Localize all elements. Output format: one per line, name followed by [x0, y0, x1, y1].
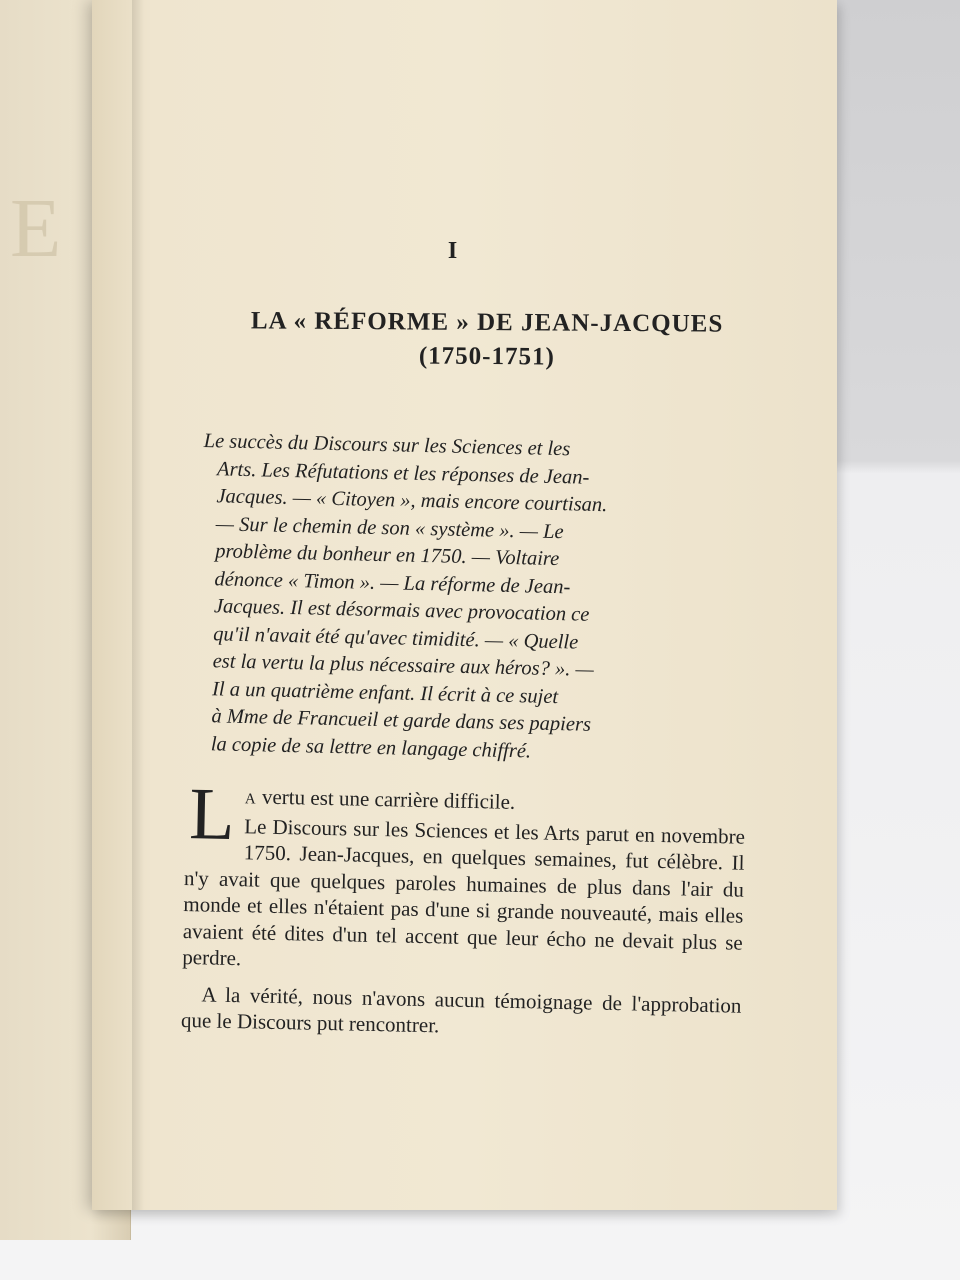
- small-cap: A: [244, 791, 257, 808]
- chapter-summary: [197, 428, 752, 770]
- page-gutter-shadow: [132, 0, 144, 1210]
- summary-line: à Mme de Francueil et garde dans ses papiers: [211, 705, 592, 736]
- summary-line: problème du bonheur en 1750. — Voltaire: [214, 540, 560, 571]
- summary-line: Il a un quatrième enfant. Il écrit à ce sujet: [211, 677, 559, 708]
- summary-line: est la vertu la plus nécessaire aux héros? ». —: [212, 650, 594, 681]
- summary-line: dénonce « Timon ». — La réforme de Jean-: [214, 567, 571, 598]
- paragraph-text: vertu est une carrière difficile.: [256, 784, 516, 814]
- paragraph-text: Le Discours sur les Sciences et les Arts parut en novembre 1750. Jean-Jacques, en quelques semaines, fut célèbre. Il n'y avait que quelques paroles humaines de plus dans l'air du monde et elles n'étaient pas d'une si grande nouveauté, mais elles avaient été dites d'un tel accent que leur écho ne devait plus se perdre.: [182, 813, 746, 971]
- summary-line: Arts. Les Réfutations et les réponses de Jean-: [216, 457, 590, 489]
- paragraph: A la vérité, nous n'avons aucun témoignage de l'approbation que le Discours put rencontrer.: [180, 981, 742, 1038]
- summary-line: Jacques. — « Citoyen », mais encore courtisan.: [216, 485, 608, 517]
- summary-line: la copie de sa lettre en langage chiffré.: [210, 732, 532, 763]
- drop-cap: L: [188, 773, 236, 857]
- chapter-number: I: [447, 238, 458, 264]
- chapter-title: [222, 304, 752, 376]
- summary-line: — Sur le chemin de son « système ». — Le: [215, 512, 564, 543]
- chapter-dates: (1750-1751): [418, 342, 555, 371]
- right-page: [92, 0, 837, 1210]
- chapter-title-line: LA « RÉFORME » DE JEAN-JACQUES: [250, 307, 724, 338]
- body-text: [180, 773, 746, 1045]
- summary-line: qu'il n'avait été qu'avec timidité. — « Quelle: [213, 622, 579, 654]
- summary-line: Le succès du Discours sur les Sciences et les: [203, 429, 571, 461]
- paragraph: [182, 773, 746, 982]
- left-page-bleed-through: E: [10, 182, 62, 275]
- summary-line: Jacques. Il est désormais avec provocation ce: [213, 595, 590, 626]
